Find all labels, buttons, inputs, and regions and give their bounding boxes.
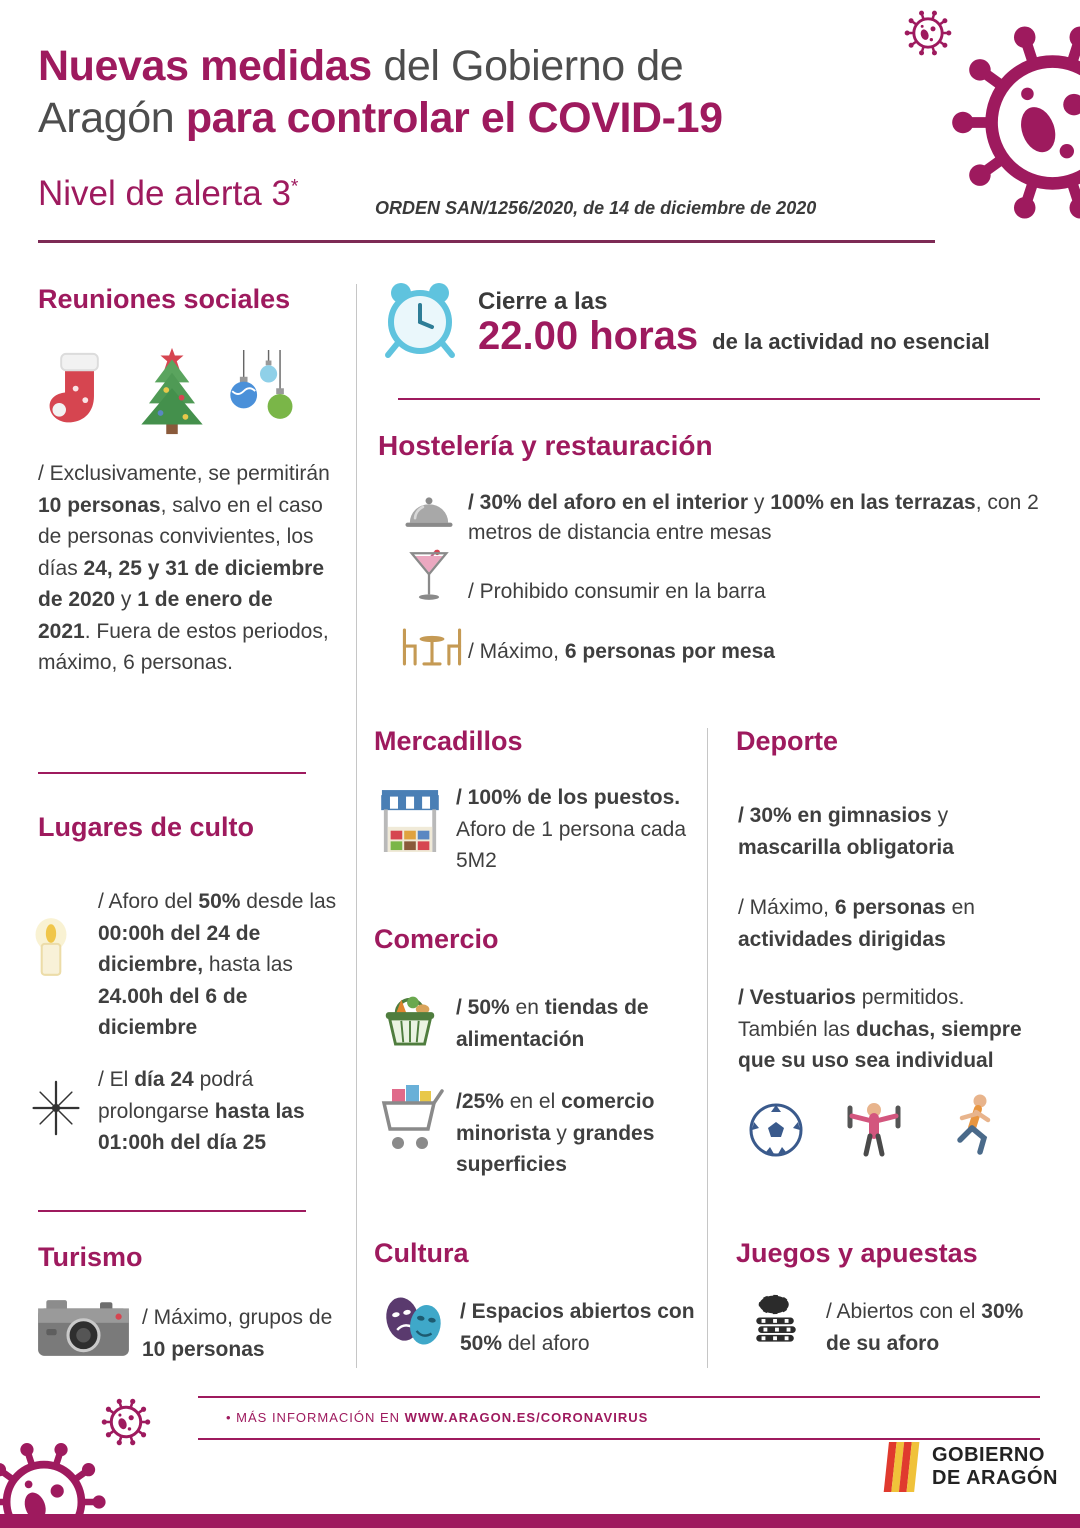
section-heading-mercadillos: Mercadillos <box>374 726 523 756</box>
deporte-item1: / 30% en gimnasios y mascarilla obligatoria <box>738 804 954 859</box>
closing-time: 22.00 horas <box>478 314 699 358</box>
alert-level <box>38 174 298 214</box>
column-divider-middle <box>707 728 708 1368</box>
gobierno-aragon-logo <box>882 1442 1058 1492</box>
culto-item2: / El día 24 podrá prolongarse hasta las 01:00h del día 25 <box>98 1068 305 1154</box>
title-line1: Nuevas medidas del Gobierno de <box>38 42 684 90</box>
coronavirus-icon-small <box>903 8 953 58</box>
logo-line1: GOBIERNO <box>932 1444 1045 1466</box>
hosteleria-item1: / 30% del aforo en el interior y 100% en las terrazas, con 2 metros de distancia entre mesas <box>468 491 1039 545</box>
closing-suffix: de la actividad no esencial <box>712 329 990 354</box>
page-title <box>38 40 723 145</box>
weightlifting-icon <box>842 1096 906 1160</box>
candle-icon <box>28 916 74 980</box>
closing-time-row <box>478 314 990 359</box>
bottom-accent-bar <box>0 1514 1080 1528</box>
column-divider-left <box>356 284 357 1368</box>
cloche-icon <box>402 492 456 534</box>
coronavirus-icon <box>945 15 1080 230</box>
christmas-stocking-icon <box>42 350 117 432</box>
shopping-cart-icon <box>378 1082 444 1158</box>
section-heading-juegos: Juegos y apuestas <box>736 1238 978 1268</box>
deporte-item2: / Máximo, 6 personas en actividades dirigidas <box>738 896 975 951</box>
header-divider <box>38 240 935 243</box>
section-heading-hosteleria: Hostelería y restauración <box>378 430 713 461</box>
divider <box>38 1210 306 1212</box>
section-heading-cultura: Cultura <box>374 1238 469 1268</box>
comercio-item2: /25% en el comercio minorista y grandes superficies <box>456 1090 655 1176</box>
turismo-item1: / Máximo, grupos de 10 personas <box>142 1306 333 1361</box>
poker-chips-icon <box>750 1290 802 1348</box>
footer-divider-top <box>198 1396 1040 1398</box>
culto-item1: / Aforo del 50% desde las 00:00h del 24 de diciembre, hasta las 24.00h del 6 de diciembre <box>98 890 337 1039</box>
running-icon <box>948 1092 1000 1160</box>
section-heading-comercio: Comercio <box>374 924 499 954</box>
market-stall-icon <box>380 788 440 856</box>
hosteleria-item2: / Prohibido consumir en la barra <box>468 580 766 603</box>
closing-label: Cierre a las <box>478 288 608 315</box>
theater-masks-icon <box>378 1290 450 1352</box>
mercadillos-item1: / 100% de los puestos. Aforo de 1 persona cada 5M2 <box>456 786 686 872</box>
logo-text <box>932 1444 1058 1490</box>
cultura-item1: / Espacios abiertos con 50% del aforo <box>460 1300 695 1355</box>
logo-line2: DE ARAGÓN <box>932 1467 1058 1489</box>
grocery-basket-icon <box>380 986 440 1048</box>
alert-level-text: Nivel de alerta 3 <box>38 174 291 213</box>
order-reference: ORDEN SAN/1256/2020, de 14 de diciembre de 2020 <box>375 198 817 218</box>
ornaments-icon <box>224 350 294 438</box>
comercio-item1: / 50% en tiendas de alimentación <box>456 996 649 1051</box>
aragon-flag-icon <box>882 1442 922 1492</box>
table-chairs-icon <box>400 626 464 668</box>
alert-asterisk: * <box>290 176 299 198</box>
divider <box>38 772 306 774</box>
soccer-ball-icon <box>748 1102 804 1158</box>
divider <box>398 398 1040 400</box>
reuniones-body: / Exclusivamente, se permitirán 10 personas, salvo en el caso de personas convivientes, los días 24, 25 y 31 de diciembre de 2020 y 1 de enero de 2021. Fuera de estos periodos, máximo, 6 personas. <box>38 462 330 674</box>
section-heading-reuniones: Reuniones sociales <box>38 284 291 314</box>
section-heading-culto: Lugares de culto <box>38 812 255 842</box>
hosteleria-item3: / Máximo, 6 personas por mesa <box>468 640 775 663</box>
sparkle-star-icon <box>28 1080 84 1136</box>
deporte-item3: / Vestuarios permitidos. También las duchas, siempre que su uso sea individual <box>738 986 1022 1072</box>
christmas-tree-icon <box>130 344 214 436</box>
alarm-clock-icon <box>380 280 460 360</box>
juegos-item1: / Abiertos con el 30% de su aforo <box>826 1300 1024 1355</box>
camera-icon <box>36 1296 131 1360</box>
footer-divider-bottom <box>198 1438 1040 1440</box>
section-heading-turismo: Turismo <box>38 1242 143 1272</box>
cocktail-icon <box>408 548 450 606</box>
title-line2: Aragón para controlar el COVID-19 <box>38 94 723 143</box>
footer-info: • MÁS INFORMACIÓN EN WWW.ARAGON.ES/CORONAVIRUS <box>226 1410 649 1425</box>
section-heading-deporte: Deporte <box>736 726 839 756</box>
